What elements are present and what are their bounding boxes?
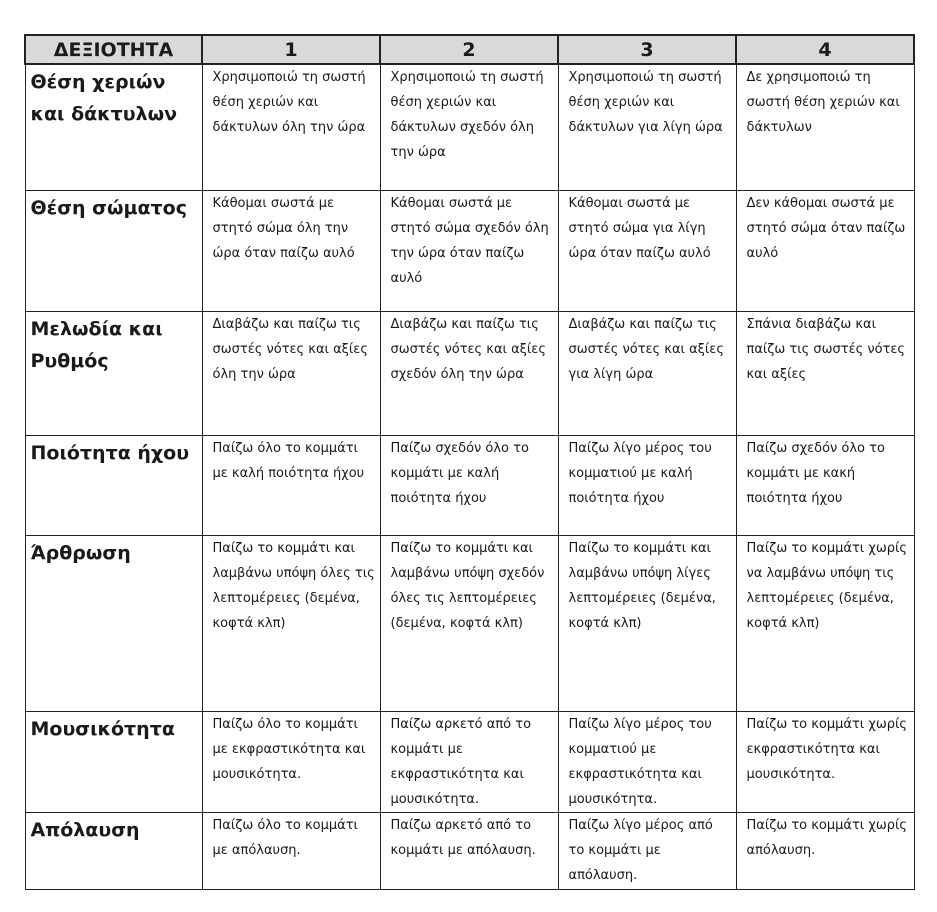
header-level-3: 3: [558, 35, 736, 64]
criterion-cell: Παίζω το κομμάτι χωρίς απόλαυση.: [736, 812, 914, 889]
table-row: [25, 711, 914, 812]
criterion-cell: Παίζω όλο το κομμάτι με καλή ποιότητα ήχου: [202, 435, 380, 535]
table-row: [25, 435, 914, 535]
header-level-1: 1: [202, 35, 380, 64]
criterion-cell: Χρησιμοποιώ τη σωστή θέση χεριών και δάκτυλων όλη την ώρα: [202, 64, 380, 190]
rubric-body: [25, 64, 914, 889]
header-level-2: 2: [380, 35, 558, 64]
header-row: [25, 35, 914, 64]
rubric-header: [25, 35, 914, 64]
criterion-cell: Δε χρησιμοποιώ τη σωστή θέση χεριών και δάκτυλων: [736, 64, 914, 190]
table-row: [25, 535, 914, 711]
criterion-cell: Διαβάζω και παίζω τις σωστές νότες και αξίες όλη την ώρα: [202, 311, 380, 435]
criterion-cell: Παίζω όλο το κομμάτι με απόλαυση.: [202, 812, 380, 889]
criterion-cell: Παίζω λίγο μέρος του κομματιού με εκφραστικότητα και μουσικότητα.: [558, 711, 736, 812]
skill-name: Ποιότητα ήχου: [25, 435, 202, 535]
skill-name: Μουσικότητα: [25, 711, 202, 812]
criterion-cell: Παίζω αρκετό από το κομμάτι με απόλαυση.: [380, 812, 558, 889]
skill-name: Θέση χεριών και δάκτυλων: [25, 64, 202, 190]
criterion-cell: Κάθομαι σωστά με στητό σώμα όλη την ώρα όταν παίζω αυλό: [202, 190, 380, 311]
criterion-cell: Παίζω το κομμάτι χωρίς εκφραστικότητα και μουσικότητα.: [736, 711, 914, 812]
criterion-cell: Διαβάζω και παίζω τις σωστές νότες και αξίες για λίγη ώρα: [558, 311, 736, 435]
table-row: [25, 311, 914, 435]
criterion-cell: Παίζω το κομμάτι και λαμβάνω υπόψη λίγες λεπτομέρειες (δεμένα, κοφτά κλπ): [558, 535, 736, 711]
criterion-cell: Κάθομαι σωστά με στητό σώμα σχεδόν όλη την ώρα όταν παίζω αυλό: [380, 190, 558, 311]
skill-name: Θέση σώματος: [25, 190, 202, 311]
criterion-cell: Παίζω το κομμάτι και λαμβάνω υπόψη όλες τις λεπτομέρειες (δεμένα, κοφτά κλπ): [202, 535, 380, 711]
criterion-cell: Δεν κάθομαι σωστά με στητό σώμα όταν παίζω αυλό: [736, 190, 914, 311]
criterion-cell: Κάθομαι σωστά με στητό σώμα για λίγη ώρα όταν παίζω αυλό: [558, 190, 736, 311]
rubric-table: [24, 34, 915, 890]
skill-name: Μελωδία και Ρυθμός: [25, 311, 202, 435]
criterion-cell: Παίζω όλο το κομμάτι με εκφραστικότητα και μουσικότητα.: [202, 711, 380, 812]
table-row: [25, 64, 914, 190]
criterion-cell: Σπάνια διαβάζω και παίζω τις σωστές νότες και αξίες: [736, 311, 914, 435]
criterion-cell: Παίζω λίγο μέρος του κομματιού με καλή ποιότητα ήχου: [558, 435, 736, 535]
skill-name: Άρθρωση: [25, 535, 202, 711]
criterion-cell: Χρησιμοποιώ τη σωστή θέση χεριών και δάκτυλων για λίγη ώρα: [558, 64, 736, 190]
header-skill: ΔΕΞΙΟΤΗΤΑ: [25, 35, 202, 64]
criterion-cell: Παίζω το κομμάτι χωρίς να λαμβάνω υπόψη τις λεπτομέρειες (δεμένα, κοφτά κλπ): [736, 535, 914, 711]
criterion-cell: Διαβάζω και παίζω τις σωστές νότες και αξίες σχεδόν όλη την ώρα: [380, 311, 558, 435]
header-level-4: 4: [736, 35, 914, 64]
criterion-cell: Παίζω σχεδόν όλο το κομμάτι με καλή ποιότητα ήχου: [380, 435, 558, 535]
criterion-cell: Παίζω αρκετό από το κομμάτι με εκφραστικότητα και μουσικότητα.: [380, 711, 558, 812]
criterion-cell: Παίζω σχεδόν όλο το κομμάτι με κακή ποιότητα ήχου: [736, 435, 914, 535]
criterion-cell: Παίζω λίγο μέρος από το κομμάτι με απόλαυση.: [558, 812, 736, 889]
criterion-cell: Παίζω το κομμάτι και λαμβάνω υπόψη σχεδόν όλες τις λεπτομέρειες (δεμένα, κοφτά κλπ): [380, 535, 558, 711]
table-row: [25, 812, 914, 889]
table-row: [25, 190, 914, 311]
skill-name: Απόλαυση: [25, 812, 202, 889]
criterion-cell: Χρησιμοποιώ τη σωστή θέση χεριών και δάκτυλων σχεδόν όλη την ώρα: [380, 64, 558, 190]
